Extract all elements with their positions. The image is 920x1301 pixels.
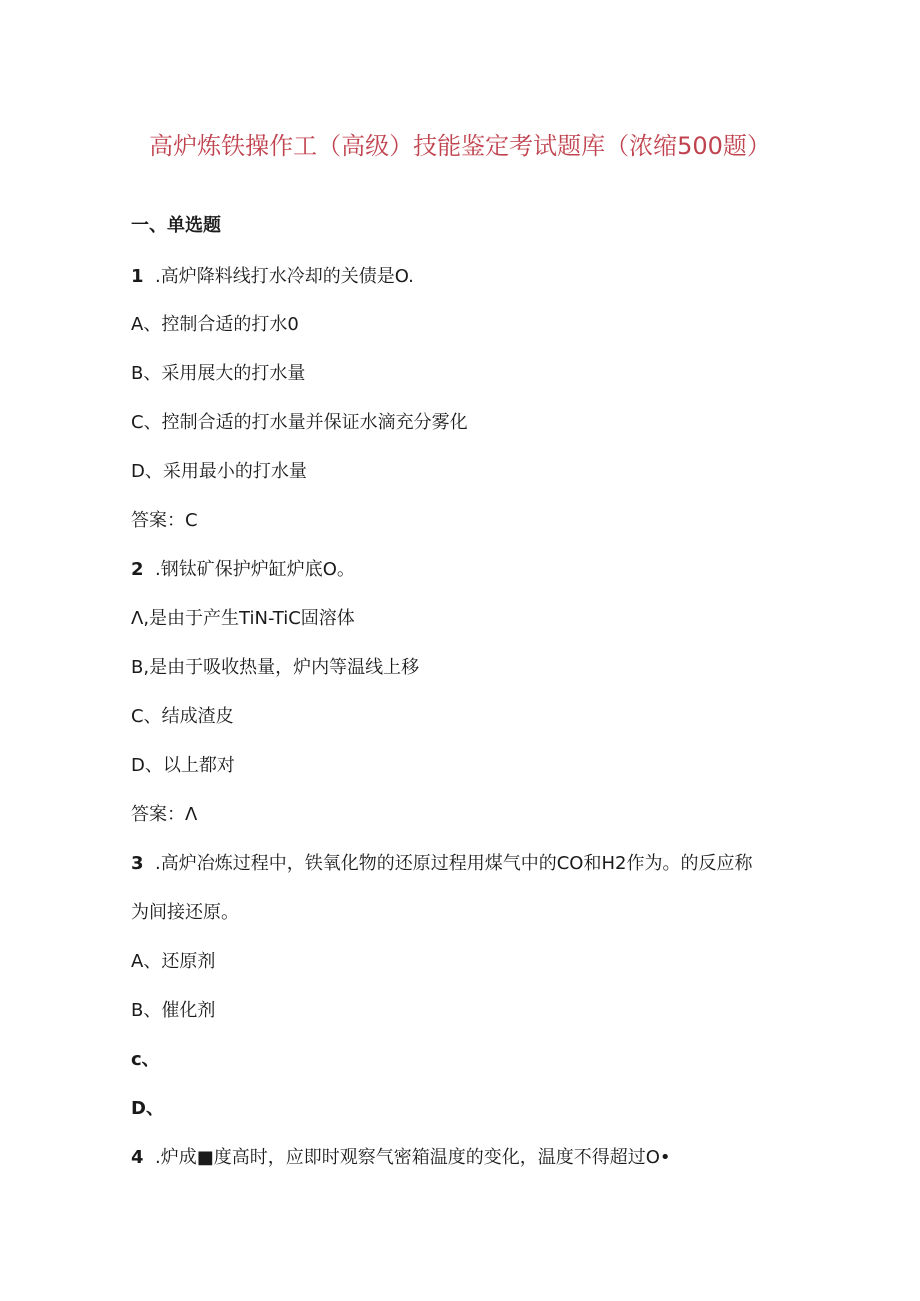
option-b: B,是由于吸收热量，炉内等温线上移	[131, 657, 420, 678]
option-a: Λ,是由于产生TiN-TiC固溶体	[131, 608, 355, 629]
document-title: 高炉炼铁操作工（高级）技能鉴定考试题库（浓缩500题）	[149, 132, 771, 160]
option-d: D、以上都对	[131, 755, 235, 776]
question-1	[131, 265, 414, 289]
question-number: 3	[131, 853, 144, 874]
question-2	[131, 558, 355, 582]
option-a: A、控制合适的打水0	[131, 314, 299, 335]
question-number: 4	[131, 1147, 144, 1168]
question-stem: .钢钛矿保护炉缸炉底O。	[155, 559, 355, 580]
question-4	[131, 1146, 671, 1170]
answer: 答案：Λ	[131, 804, 198, 825]
question-stem: .高炉冶炼过程中，铁氧化物的还原过程用煤气中的CO和H2作为。的反应称	[155, 853, 753, 874]
option-b: B、采用展大的打水量	[131, 363, 306, 384]
option-c: C、结成渣皮	[131, 706, 234, 727]
question-3	[131, 852, 752, 876]
question-stem: .高炉降料线打水冷却的关债是O.	[155, 266, 414, 287]
question-stem: .炉成■度高时，应即时观察气密箱温度的变化，温度不得超过O•	[155, 1147, 671, 1168]
option-c: c、	[131, 1049, 160, 1070]
option-d: D、采用最小的打水量	[131, 461, 307, 482]
question-number: 1	[131, 266, 144, 287]
option-a: A、还原剂	[131, 951, 216, 972]
option-c: C、控制合适的打水量并保证水滴充分雾化	[131, 412, 468, 433]
question-stem-continuation: 为间接还原。	[131, 902, 239, 923]
question-number: 2	[131, 559, 144, 580]
answer: 答案：C	[131, 510, 198, 531]
section-heading: 一、单选题	[131, 215, 221, 236]
option-b: B、催化剂	[131, 1000, 216, 1021]
option-d: D、	[131, 1098, 164, 1119]
